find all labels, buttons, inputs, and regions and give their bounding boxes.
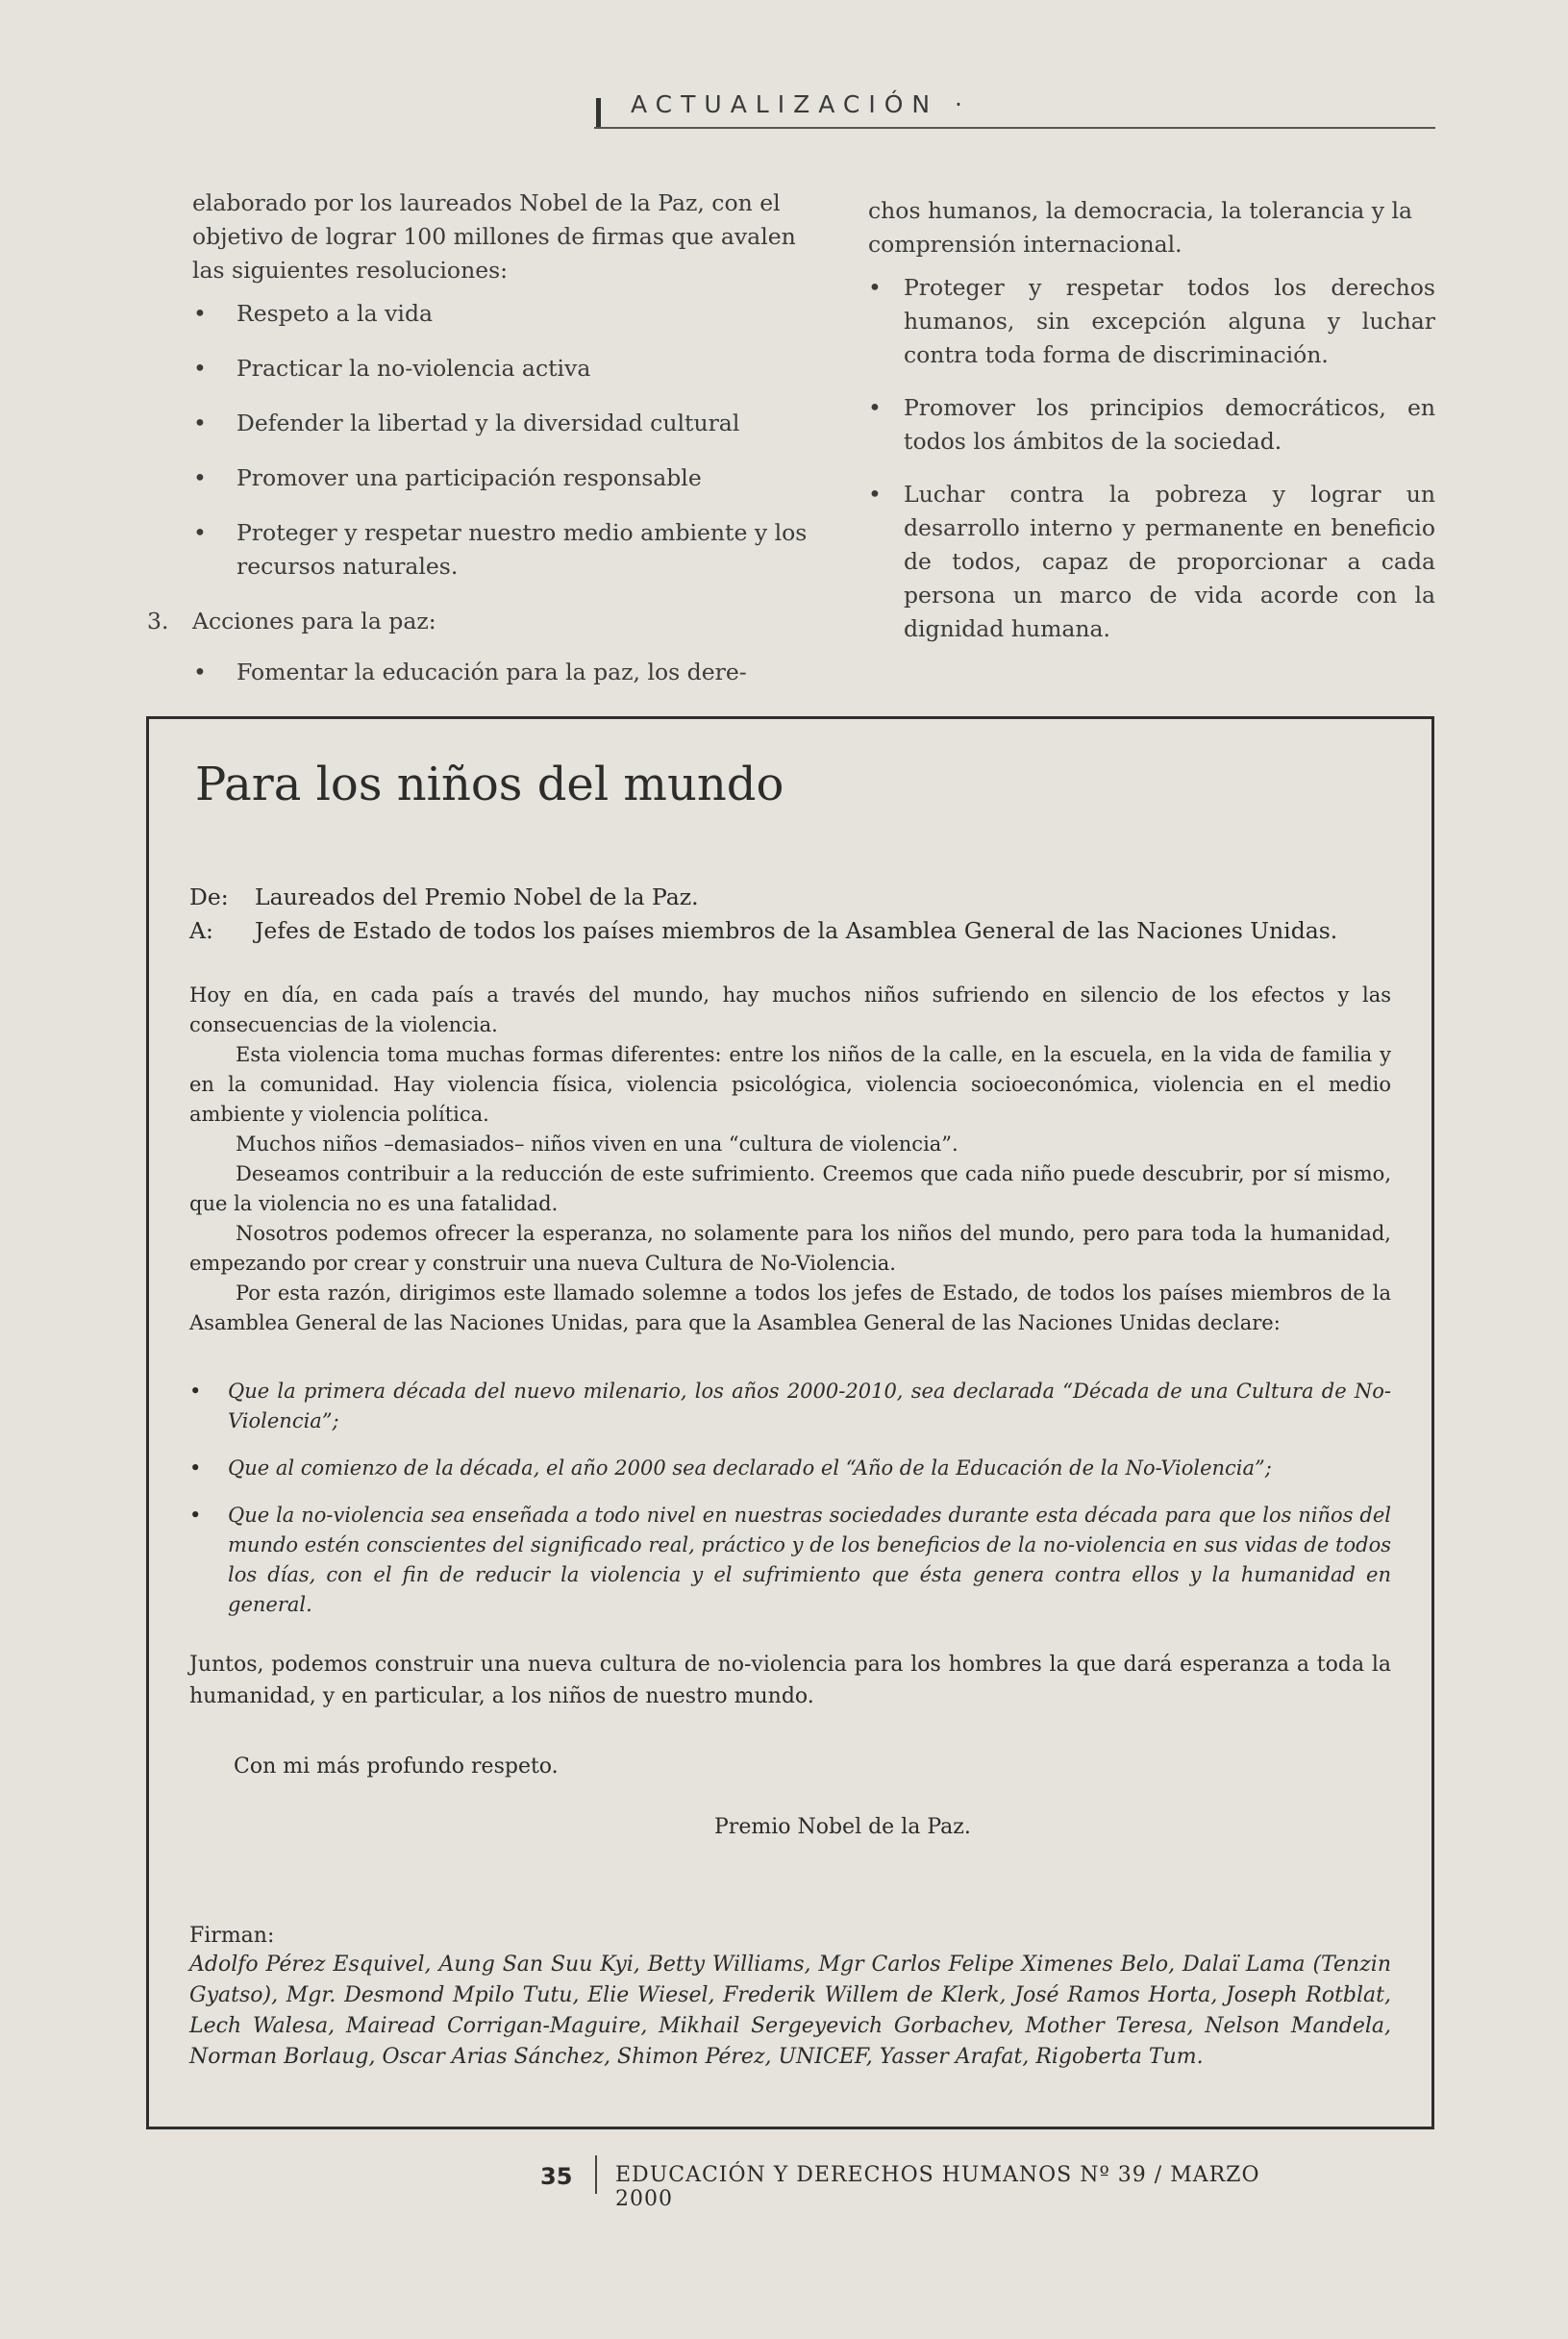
list-item: • Proteger y respetar todos los derechos humanos, sin excepción alguna y luchar contra toda forma de discriminación. <box>868 271 1435 372</box>
page-footer <box>540 2155 1309 2211</box>
list-item: • Promover los principios democráticos, en todos los ámbitos de la sociedad. <box>868 391 1435 459</box>
from-label: De: <box>189 883 229 910</box>
declarations-list <box>189 1377 1391 1620</box>
to-line <box>189 914 1391 948</box>
list-item: • Luchar contra la pobreza y lograr un desarrollo interno y permanente en beneficio de todos, capaz de proporcionar a cada persona un marco de vida acorde con la dignidad humana. <box>868 478 1435 646</box>
bullet-icon: • <box>189 1504 202 1527</box>
section-number: 3. <box>147 608 169 635</box>
from-line <box>189 881 1391 914</box>
list-item: • Promover una participación responsable <box>192 461 808 495</box>
body-paragraph: Hoy en día, en cada país a través del mundo, hay muchos niños sufriendo en silencio de los efectos y las consecuencias de la violencia. <box>189 983 1391 1036</box>
intro-paragraph: elaborado por los laureados Nobel de la Paz, con el objetivo de lograr 100 millones de firmas que avalen las siguientes resoluciones: <box>192 189 796 284</box>
list-item: • Respeto a la vida <box>192 297 808 331</box>
bullet-icon: • <box>868 274 882 301</box>
list-item: • Proteger y respetar nuestro medio ambiente y los recursos naturales. <box>192 516 808 584</box>
body-paragraph: Por esta razón, dirigimos este llamado solemne a todos los jefes de Estado, de todos los países miembros de la Asamblea General de las Naciones Unidas, para que la Asamblea General de las Naciones Unidas declare: <box>189 1281 1391 1334</box>
publication-info: EDUCACIÓN Y DERECHOS HUMANOS Nº 39 / MARZO 2000 <box>615 2163 1260 2211</box>
to-label: A: <box>189 917 213 944</box>
regards-line: Con mi más profundo respeto. <box>234 1754 559 1779</box>
list-item: • Practicar la no-violencia activa <box>192 352 808 386</box>
list-item: • Defender la libertad y la diversidad cultural <box>192 407 808 440</box>
right-column <box>868 194 1435 665</box>
section-title: ACTUALIZACIÓN · <box>631 90 971 118</box>
bullet-icon: • <box>868 394 882 421</box>
closing-paragraph: Juntos, podemos construir una nueva cultura de no-violencia para los hombres la que dará esperanza a toda la humanidad, y en particular, a los niños de nuestro mundo. <box>189 1653 1391 1708</box>
bullet-icon: • <box>868 481 882 508</box>
bullet-icon: • <box>189 1456 202 1480</box>
body-paragraph: Nosotros podemos ofrecer la esperanza, no solamente para los niños del mundo, pero para toda la humanidad, empezando por crear y construir una nueva Cultura de No-Violencia. <box>189 1222 1391 1275</box>
header-bar <box>596 98 601 127</box>
letter-addressing <box>189 881 1391 948</box>
actions-list-continued <box>868 271 1435 646</box>
bullet-icon: • <box>189 1380 202 1403</box>
bullet-icon: • <box>193 300 207 327</box>
bullet-icon: • <box>193 519 207 546</box>
continuation-text: chos humanos, la democracia, la tolerancia y la comprensión internacional. <box>868 197 1413 258</box>
list-item: • Que la primera década del nuevo milenario, los años 2000-2010, sea declarada “Década de una Cultura de No-Violencia”; <box>189 1377 1391 1436</box>
list-item: • Que al comienzo de la década, el año 2000 sea declarado el “Año de la Educación de la No-Violencia”; <box>189 1454 1391 1483</box>
body-paragraph: Muchos niños –demasiados– niños viven en una “cultura de violencia”. <box>236 1132 958 1156</box>
actions-list <box>192 656 808 689</box>
list-item: • Que la no-violencia sea enseñada a todo nivel en nuestras sociedades durante esta década para que los niños del mundo estén conscientes del significado real, práctico y de los beneficios de la no-violencia en sus vidas de todos los días, con el fin de reducir la violencia y el sufrimiento que ésta genera contra ellos y la humanidad en general. <box>189 1501 1391 1620</box>
body-paragraph: Deseamos contribuir a la reducción de este sufrimiento. Creemos que cada niño puede descubrir, por sí mismo, que la violencia no es una fatalidad. <box>189 1162 1391 1215</box>
page-number: 35 <box>540 2163 573 2190</box>
section-header <box>594 81 1435 129</box>
signatories-list: Adolfo Pérez Esquivel, Aung San Suu Kyi, Betty Williams, Mgr Carlos Felipe Ximenes Belo, Dalaï Lama (Tenzin Gyatso), Mgr. Desmond Mpilo Tutu, Elie Wiesel, Frederik Willem de Klerk, José Ramos Horta, Joseph Rotblat, Lech Walesa, Mairead Corrigan-Maguire, Mikhail Sergeyevich Gorbachev, Mother Teresa, Nelson Mandela, Norman Borlaug, Oscar Arias Sánchez, Shimon Pérez, UNICEF, Yasser Arafat, Rigoberta Tum. <box>189 1953 1391 2069</box>
list-item: • Fomentar la educación para la paz, los dere- <box>192 656 808 689</box>
footer-divider <box>595 2155 597 2194</box>
letter-body <box>189 981 1391 1338</box>
signer-title: Premio Nobel de la Paz. <box>714 1815 971 1839</box>
bullet-icon: • <box>193 464 207 491</box>
section-heading-text: Acciones para la paz: <box>192 608 436 635</box>
bullet-icon: • <box>193 410 207 436</box>
bullet-icon: • <box>193 355 207 382</box>
letter-title: Para los niños del mundo <box>195 758 784 811</box>
left-column <box>147 187 808 710</box>
letter-box <box>146 716 1434 2129</box>
body-paragraph: Esta violencia toma muchas formas diferentes: entre los niños de la calle, en la escuela, en la vida de familia y en la comunidad. Hay violencia física, violencia psicológica, violencia socioeconómica, violencia en el medio ambiente y violencia política. <box>189 1043 1391 1126</box>
to-value: Jefes de Estado de todos los países miembros de la Asamblea General de las Naciones Unidas. <box>255 917 1338 944</box>
section-heading <box>147 605 808 638</box>
signatories-label: Firman: <box>189 1924 275 1948</box>
resolutions-list <box>192 297 808 584</box>
from-value: Laureados del Premio Nobel de la Paz. <box>255 883 699 910</box>
letter-content <box>189 758 1391 2073</box>
bullet-icon: • <box>193 659 207 685</box>
